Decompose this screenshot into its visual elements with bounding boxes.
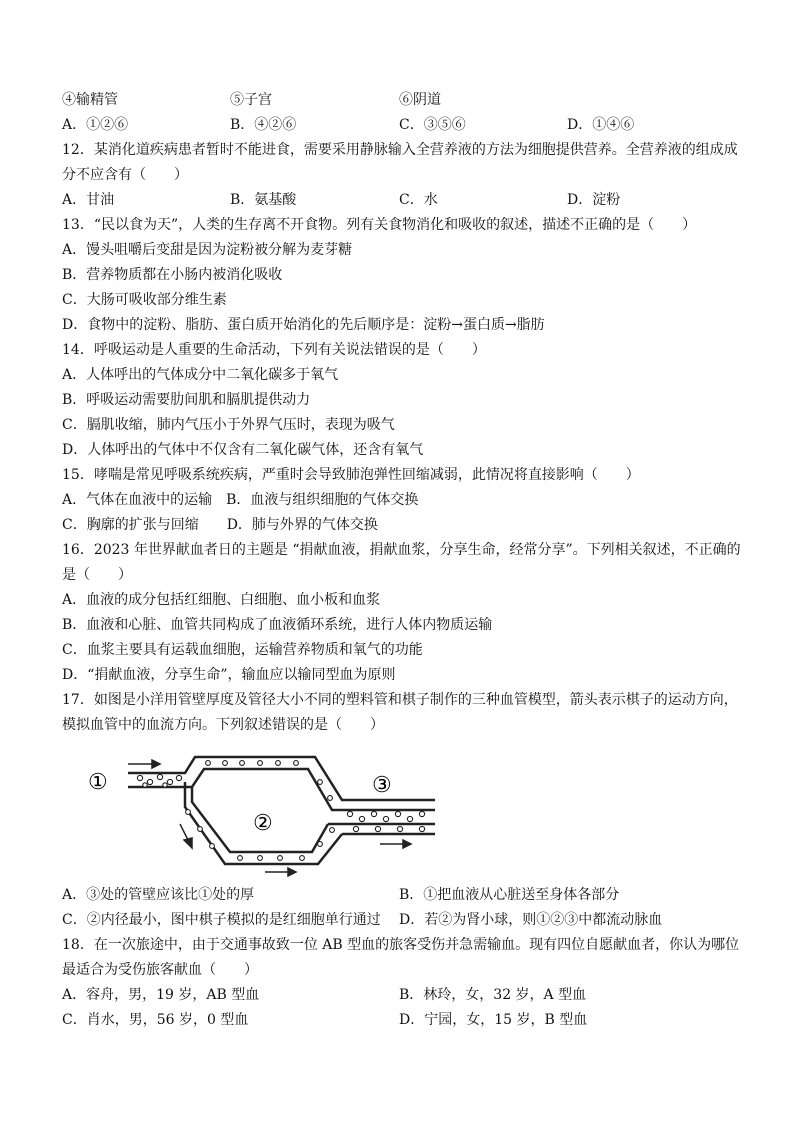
arrow-head-icon [152,760,160,768]
choice-b: B．①把血液从心脏送至身体各部分 [399,887,620,903]
q15-choices-row-1: A．气体在血液中的运输 B．血液与组织细胞的气体交换 [62,492,419,508]
q11-choices [62,115,742,135]
q17-stem-2: 模拟血管中的血流方向。下列叙述错误的是（ ） [62,717,384,733]
q14-choice-d: D．人体呼出的气体中不仅含有二氧化碳气体，还含有氧气 [62,442,424,458]
q13-choice-a: A．馒头咀嚼后变甜是因为淀粉被分解为麦芽糖 [62,242,353,258]
choice-d: D．宁园，女，15 岁，B 型血 [399,1012,588,1028]
q16-choice-b: B．血液和心脏、血管共同构成了血液循环系统，进行人体内物质运输 [62,617,493,633]
q12-stem-2: 分不应含有（ ） [62,167,188,183]
q13-choice-b: B．营养物质都在小肠内被消化吸收 [62,267,283,283]
label-3: ③ [372,773,392,798]
choice-d: D．①④⑥ [567,117,635,133]
option-4: ④输精管 [62,92,118,108]
blood-vessel-model-figure [80,752,440,877]
choice-d: D．若②为肾小球，则①②③中都流动脉血 [399,912,663,928]
q17-choices-row-1 [62,885,742,905]
q17-choices-row-2 [62,910,742,930]
arrow-head-icon [184,838,192,848]
q18-stem-2: 最适合为受伤旅客献血（ ） [62,962,258,978]
q17-stem-1: 17．如图是小洋用管壁厚度及管径大小不同的塑料管和棋子制作的三种血管模型，箭头表示棋子的运动方向， [62,692,738,708]
q12-stem-1: 12．某消化道疾病患者暂时不能进食，需要采用静脉输入全营养液的方法为细胞提供营养。全营养液的组成成 [62,142,738,158]
options-row [62,90,742,110]
q16-stem-2: 是（ ） [62,567,132,583]
choice-c: C．肖水，男，56 岁，0 型血 [62,1012,249,1028]
label-2: ② [253,811,273,836]
choice-b: B．④②⑥ [230,117,297,133]
choice-d: D．淀粉 [567,192,621,208]
choice-b: B．林玲，女，32 岁，A 型血 [399,987,587,1003]
q13-stem: 13．“民以食为天”，人类的生存离不开食物。列有关食物消化和吸收的叙述，描述不正确的是（ ） [62,217,697,233]
q15-choices-row-2: C．胸廓的扩张与回缩 D．肺与外界的气体交换 [62,517,378,533]
arrow-head-icon [403,840,411,848]
q16-choice-c: C．血浆主要具有运载血细胞，运输营养物质和氧气的功能 [62,642,423,658]
option-6: ⑥阴道 [399,92,441,108]
q15-stem: 15．哮喘是常见呼吸系统疾病，严重时会导致肺泡弹性回缩减弱，此情况将直接影响（ ） [62,467,640,483]
choice-c: C．水 [399,192,438,208]
q13-choice-c: C．大肠可吸收部分维生素 [62,292,227,308]
choice-a: A．甘油 [62,192,115,208]
option-5: ⑤子宫 [230,92,272,108]
arrow-head-icon [288,868,296,876]
choice-b: B．氨基酸 [230,192,297,208]
choice-a: A．容舟，男，19 岁，AB 型血 [62,987,260,1003]
q13-choice-d: D．食物中的淀粉、脂肪、蛋白质开始消化的先后顺序是：淀粉→蛋白质→脂肪 [62,317,545,333]
choice-c: C．③⑤⑥ [399,117,466,133]
q12-choices [62,190,742,210]
choice-a: A．③处的管壁应该比①处的厚 [62,887,255,903]
choice-c: C．②内径最小，图中棋子模拟的是红细胞单行通过 [62,912,381,928]
q16-choice-a: A．血液的成分包括红细胞、白细胞、血小板和血浆 [62,592,381,608]
q18-choices-row-1 [62,985,742,1005]
q18-stem-1: 18．在一次旅途中，由于交通事故致一位 AB 型血的旅客受伤并急需输血。现有四位自愿献血者，你认为哪位 [62,937,740,953]
q14-choice-a: A．人体呼出的气体成分中二氧化碳多于氧气 [62,367,339,383]
arrow-line [180,824,188,840]
q16-choice-d: D．“捐献血液，分享生命”，输血应以输同型血为原则 [62,667,396,683]
q14-stem: 14．呼吸运动是人重要的生命活动，下列有关说法错误的是（ ） [62,342,486,358]
q16-stem-1: 16．2023 年世界献血者日的主题是 “捐献血液，捐献血浆，分享生命，经常分享”。下列相关叙述，不正确的 [62,542,741,558]
q14-choice-c: C．膈肌收缩，肺内气压小于外界气压时，表现为吸气 [62,417,395,433]
q14-choice-b: B．呼吸运动需要肋间肌和膈肌提供动力 [62,392,311,408]
choice-a: A．①②⑥ [62,117,129,133]
q18-choices-row-2 [62,1010,742,1030]
label-1: ① [88,770,108,795]
